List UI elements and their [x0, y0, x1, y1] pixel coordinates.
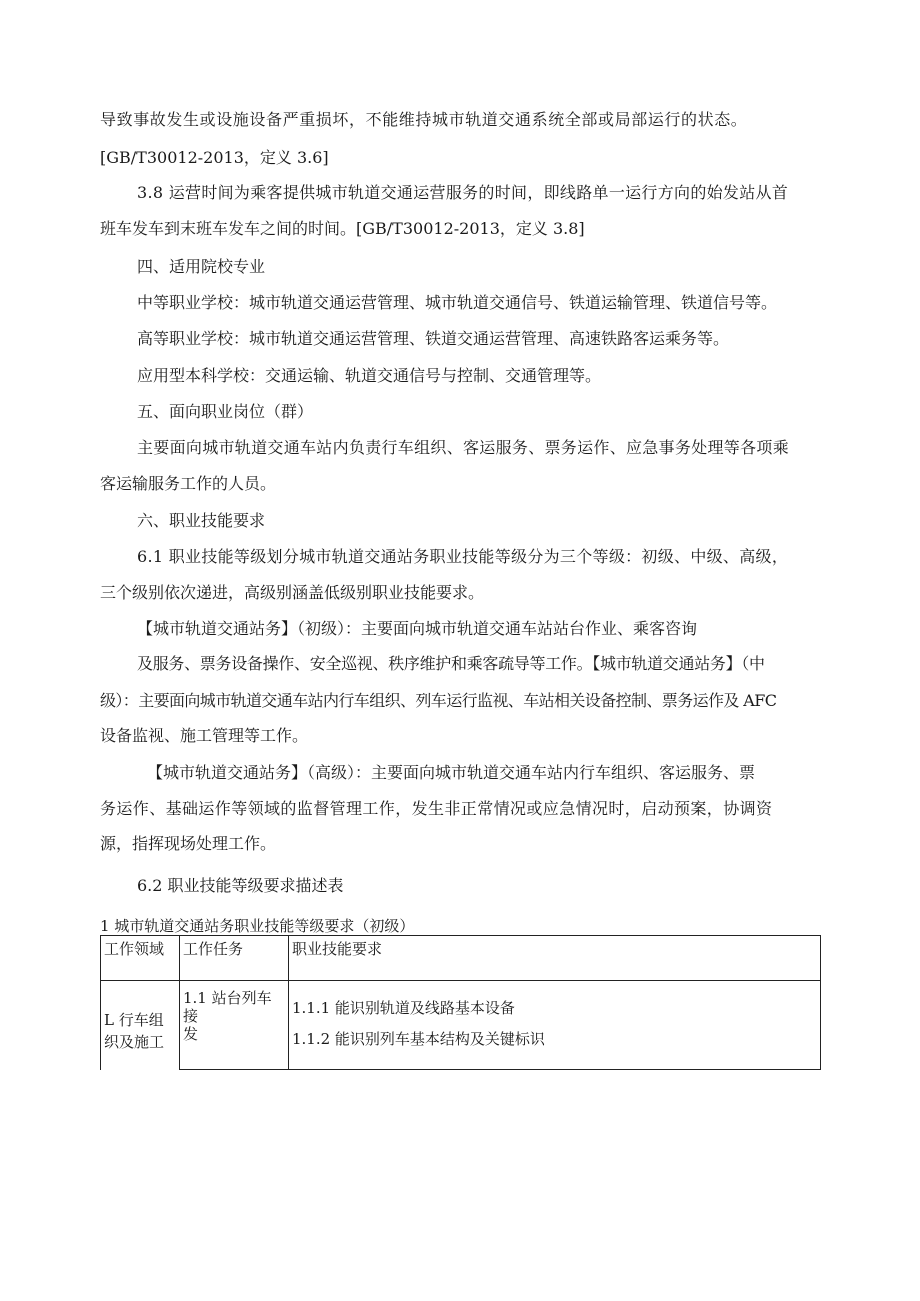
- section-heading: 6.2 职业技能等级要求描述表: [137, 876, 344, 895]
- section-heading: 四、适用院校专业: [137, 257, 266, 276]
- section-heading: 五、面向职业岗位（群）: [137, 402, 314, 421]
- body-line: 及服务、票务设备操作、安全巡视、秩序维护和乘客疏导等工作。【城市轨道交通站务】（中: [137, 654, 765, 673]
- body-line: 三个级别依次递进，高级别涵盖低级别职业技能要求。: [100, 583, 485, 602]
- body-line: 主要面向城市轨道交通车站内负责行车组织、客运服务、票务运作、应急事务处理等各项乘: [137, 438, 790, 457]
- body-line: 6.1 职业技能等级划分城市轨道交通站务职业技能等级分为三个等级：初级、中级、高级，: [137, 547, 789, 566]
- header-cell-task: 工作任务: [180, 936, 289, 981]
- task-text: 接: [183, 1007, 199, 1025]
- body-line: 源，指挥现场处理工作。: [100, 834, 277, 853]
- body-line: 班车发车到末班车发车之间的时间。[GB/T30012-2013，定义 3.8]: [100, 219, 585, 238]
- body-line: 级）：主要面向城市轨道交通车站内行车组织、列车运行监视、车站相关设备控制、票务运作及 AFC: [100, 691, 777, 710]
- body-line: 务运作、基础运作等领域的监督管理工作，发生非正常情况或应急情况时，启动预案，协调资: [100, 799, 773, 818]
- body-line: 导致事故发生或设施设备严重损坏，不能维持城市轨道交通系统全部或局部运行的状态。: [100, 110, 748, 129]
- task-cell: [180, 981, 289, 1070]
- domain-text: 织及施工: [104, 1033, 165, 1051]
- task-text: 1.1 站台列车: [183, 989, 272, 1007]
- section-heading: 六、职业技能要求: [137, 511, 266, 530]
- body-line: 中等职业学校：城市轨道交通运营管理、城市轨道交通信号、铁道运输管理、铁道信号等。: [137, 293, 778, 312]
- requirement-item: 1.1.1 能识别轨道及线路基本设备: [292, 999, 515, 1017]
- body-line: 高等职业学校：城市轨道交通运营管理、铁道交通运营管理、高速铁路客运乘务等。: [137, 329, 730, 348]
- body-line: 应用型本科学校：交通运输、轨道交通信号与控制、交通管理等。: [137, 366, 602, 385]
- table-caption: 1 城市轨道交通站务职业技能等级要求（初级）: [100, 917, 415, 935]
- domain-cell: [101, 981, 180, 1070]
- header-cell-domain: 工作领域: [101, 936, 180, 981]
- body-line: 客运输服务工作的人员。: [100, 474, 277, 493]
- body-line: 【城市轨道交通站务】（初级）：主要面向城市轨道交通车站站台作业、乘客咨询: [137, 619, 698, 638]
- table-row: [101, 981, 821, 1070]
- table-header-row: [101, 936, 821, 981]
- body-line: [GB/T30012-2013，定义 3.6]: [100, 148, 329, 167]
- requirement-cell: [289, 981, 821, 1070]
- body-line: 设备监视、施工管理等工作。: [100, 726, 309, 745]
- domain-text: L 行车组: [104, 1011, 164, 1029]
- skill-requirements-table: [100, 935, 821, 1070]
- header-cell-requirement: 职业技能要求: [289, 936, 821, 981]
- task-text: 发: [183, 1025, 199, 1043]
- requirement-item: 1.1.2 能识别列车基本结构及关键标识: [292, 1030, 545, 1048]
- body-line: 【城市轨道交通站务】（高级）：主要面向城市轨道交通车站内行车组织、客运服务、票: [147, 763, 756, 782]
- body-line: 3.8 运营时间为乘客提供城市轨道交通运营服务的时间，即线路单一运行方向的始发站从首: [137, 183, 789, 202]
